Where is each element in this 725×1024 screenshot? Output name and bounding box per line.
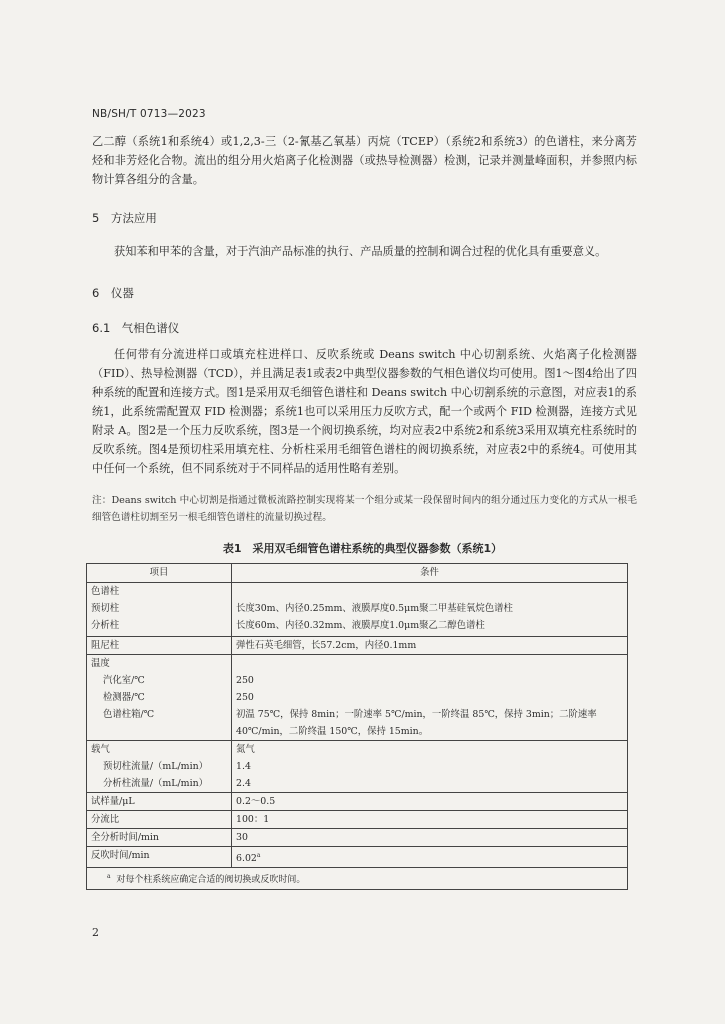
row-value-carrier xyxy=(232,741,628,793)
header-condition: 条件 xyxy=(232,564,628,583)
label-sample: 试样量/μL xyxy=(87,793,232,811)
section-6-heading: 6 仪器 xyxy=(92,286,134,300)
section-5-text: 获知苯和甲苯的含量，对于汽油产品标准的执行、产品质量的控制和调合过程的优化具有重要意义。 xyxy=(114,245,607,258)
row-value-temperature xyxy=(232,655,628,741)
label-temperature: 温度 xyxy=(91,658,110,669)
page-number: 2 xyxy=(92,926,99,939)
table-row-total-time xyxy=(87,829,628,847)
label-total-time: 全分析时间/min xyxy=(87,829,232,847)
value-analytic: 长度60m、内径0.32mm、液膜厚度1.0μm聚乙二醇色谱柱 xyxy=(236,620,485,631)
header-item: 项目 xyxy=(87,564,232,583)
section-6-1-heading: 6.1 气相色谱仪 xyxy=(92,321,180,335)
label-oven: 色谱柱箱/℃ xyxy=(103,709,155,720)
label-precut-flow: 预切柱流量/（mL/min） xyxy=(103,761,208,772)
table-row-carrier xyxy=(87,741,628,793)
label-vaporizer: 汽化室/℃ xyxy=(103,675,145,686)
label-analytic-flow: 分析柱流量/（mL/min） xyxy=(103,778,208,789)
table-header-row xyxy=(87,564,628,583)
value-oven-line-1: 初温 75℃，保持 8min；一阶速率 5℃/min，一阶终温 85℃，保持 3min；二阶速率 xyxy=(236,709,597,720)
label-analytic: 分析柱 xyxy=(91,620,120,631)
row-label-columns xyxy=(87,583,232,637)
table-row-columns xyxy=(87,583,628,637)
value-total-time: 30 xyxy=(232,829,628,847)
intro-paragraph: 乙二醇（系统1和系统4）或1,2,3-三（2-氰基乙氧基）丙烷（TCEP）（系统2和系统3）的色谱柱，来分离芳烃和非芳烃化合物。流出的组分用火焰离子化检测器（或热导检测器）检测，记录并测量峰面积，并参照内标物计算各组分的含量。 xyxy=(92,135,637,186)
row-label-temperature xyxy=(87,655,232,741)
table-row-backflush xyxy=(87,847,628,868)
row-value-columns xyxy=(232,583,628,637)
value-vaporizer: 250 xyxy=(236,675,254,686)
table-footnote xyxy=(87,868,628,890)
value-backflush-cell xyxy=(232,847,628,868)
table-row-split xyxy=(87,811,628,829)
label-restrictor: 阻尼柱 xyxy=(87,637,232,655)
value-oven-line-2: 40℃/min，二阶终温 150℃，保持 15min。 xyxy=(236,726,429,737)
label-detector: 检测器/℃ xyxy=(103,692,145,703)
table-1 xyxy=(86,563,628,890)
label-split: 分流比 xyxy=(87,811,232,829)
footnote-mark: a xyxy=(107,873,111,881)
label-column: 色谱柱 xyxy=(91,586,120,597)
value-analytic-flow: 2.4 xyxy=(236,778,251,789)
label-carrier: 载气 xyxy=(91,744,110,755)
value-precut-flow: 1.4 xyxy=(236,761,251,772)
table-footnote-row xyxy=(87,868,628,890)
table-row-temperature xyxy=(87,655,628,741)
row-label-carrier xyxy=(87,741,232,793)
table-row-restrictor xyxy=(87,637,628,655)
note-deans-switch: 注：Deans switch 中心切割是指通过微板流路控制实现将某一个组分或某一段保留时间内的组分通过压力变化的方式从一根毛细管色谱柱切割至另一根毛细管色谱柱的流量切换过程。 xyxy=(92,495,637,523)
section-6-1-text: 任何带有分流进样口或填充柱进样口、反吹系统或 Deans switch 中心切割系统、火焰离子化检测器（FID）、热导检测器（TCD），并且满足表1或表2中典型仪器参数的气相色谱仪均可使用。图1～图4给出了四种系统的配置和连接方式。图1是采用双毛细管色谱柱和 Deans switch 中心切割系统的示意图，对应表1的系统1，此系统需配置双 FID 检测器；系统1也可以采用压力反吹方式，配一个或两个 FID 检测器，连接方式见附录 A。图2是一个压力反吹系统，图3是一个阀切换系统，均对应表2中系统2和系统3采用双填充柱系统时的反吹系统。图4是预切柱采用填充柱、分析柱采用毛细管色谱柱的阀切换系统，对应表2中的系统4。可使用其中任何一个系统，但不同系统对于不同样品的适用性略有差别。 xyxy=(92,348,637,475)
value-carrier: 氮气 xyxy=(236,744,255,755)
value-detector: 250 xyxy=(236,692,254,703)
value-split: 100：1 xyxy=(232,811,628,829)
value-restrictor: 弹性石英毛细管，长57.2cm，内径0.1mm xyxy=(232,637,628,655)
label-backflush: 反吹时间/min xyxy=(87,847,232,868)
table-row-sample xyxy=(87,793,628,811)
section-5-heading: 5 方法应用 xyxy=(92,211,157,225)
label-precut: 预切柱 xyxy=(91,603,120,614)
footnote-text: 对每个柱系统应确定合适的阀切换或反吹时间。 xyxy=(116,875,306,886)
value-backflush: 6.02 xyxy=(236,853,257,865)
value-precut: 长度30m、内径0.25mm、液膜厚度0.5μm聚二甲基硅氧烷色谱柱 xyxy=(236,603,513,614)
table-1-caption: 表1 采用双毛细管色谱柱系统的典型仪器参数（系统1） xyxy=(222,542,503,555)
standard-code: NB/SH/T 0713—2023 xyxy=(92,108,206,120)
value-sample: 0.2～0.5 xyxy=(232,793,628,811)
backflush-footnote-ref: a xyxy=(256,852,261,859)
